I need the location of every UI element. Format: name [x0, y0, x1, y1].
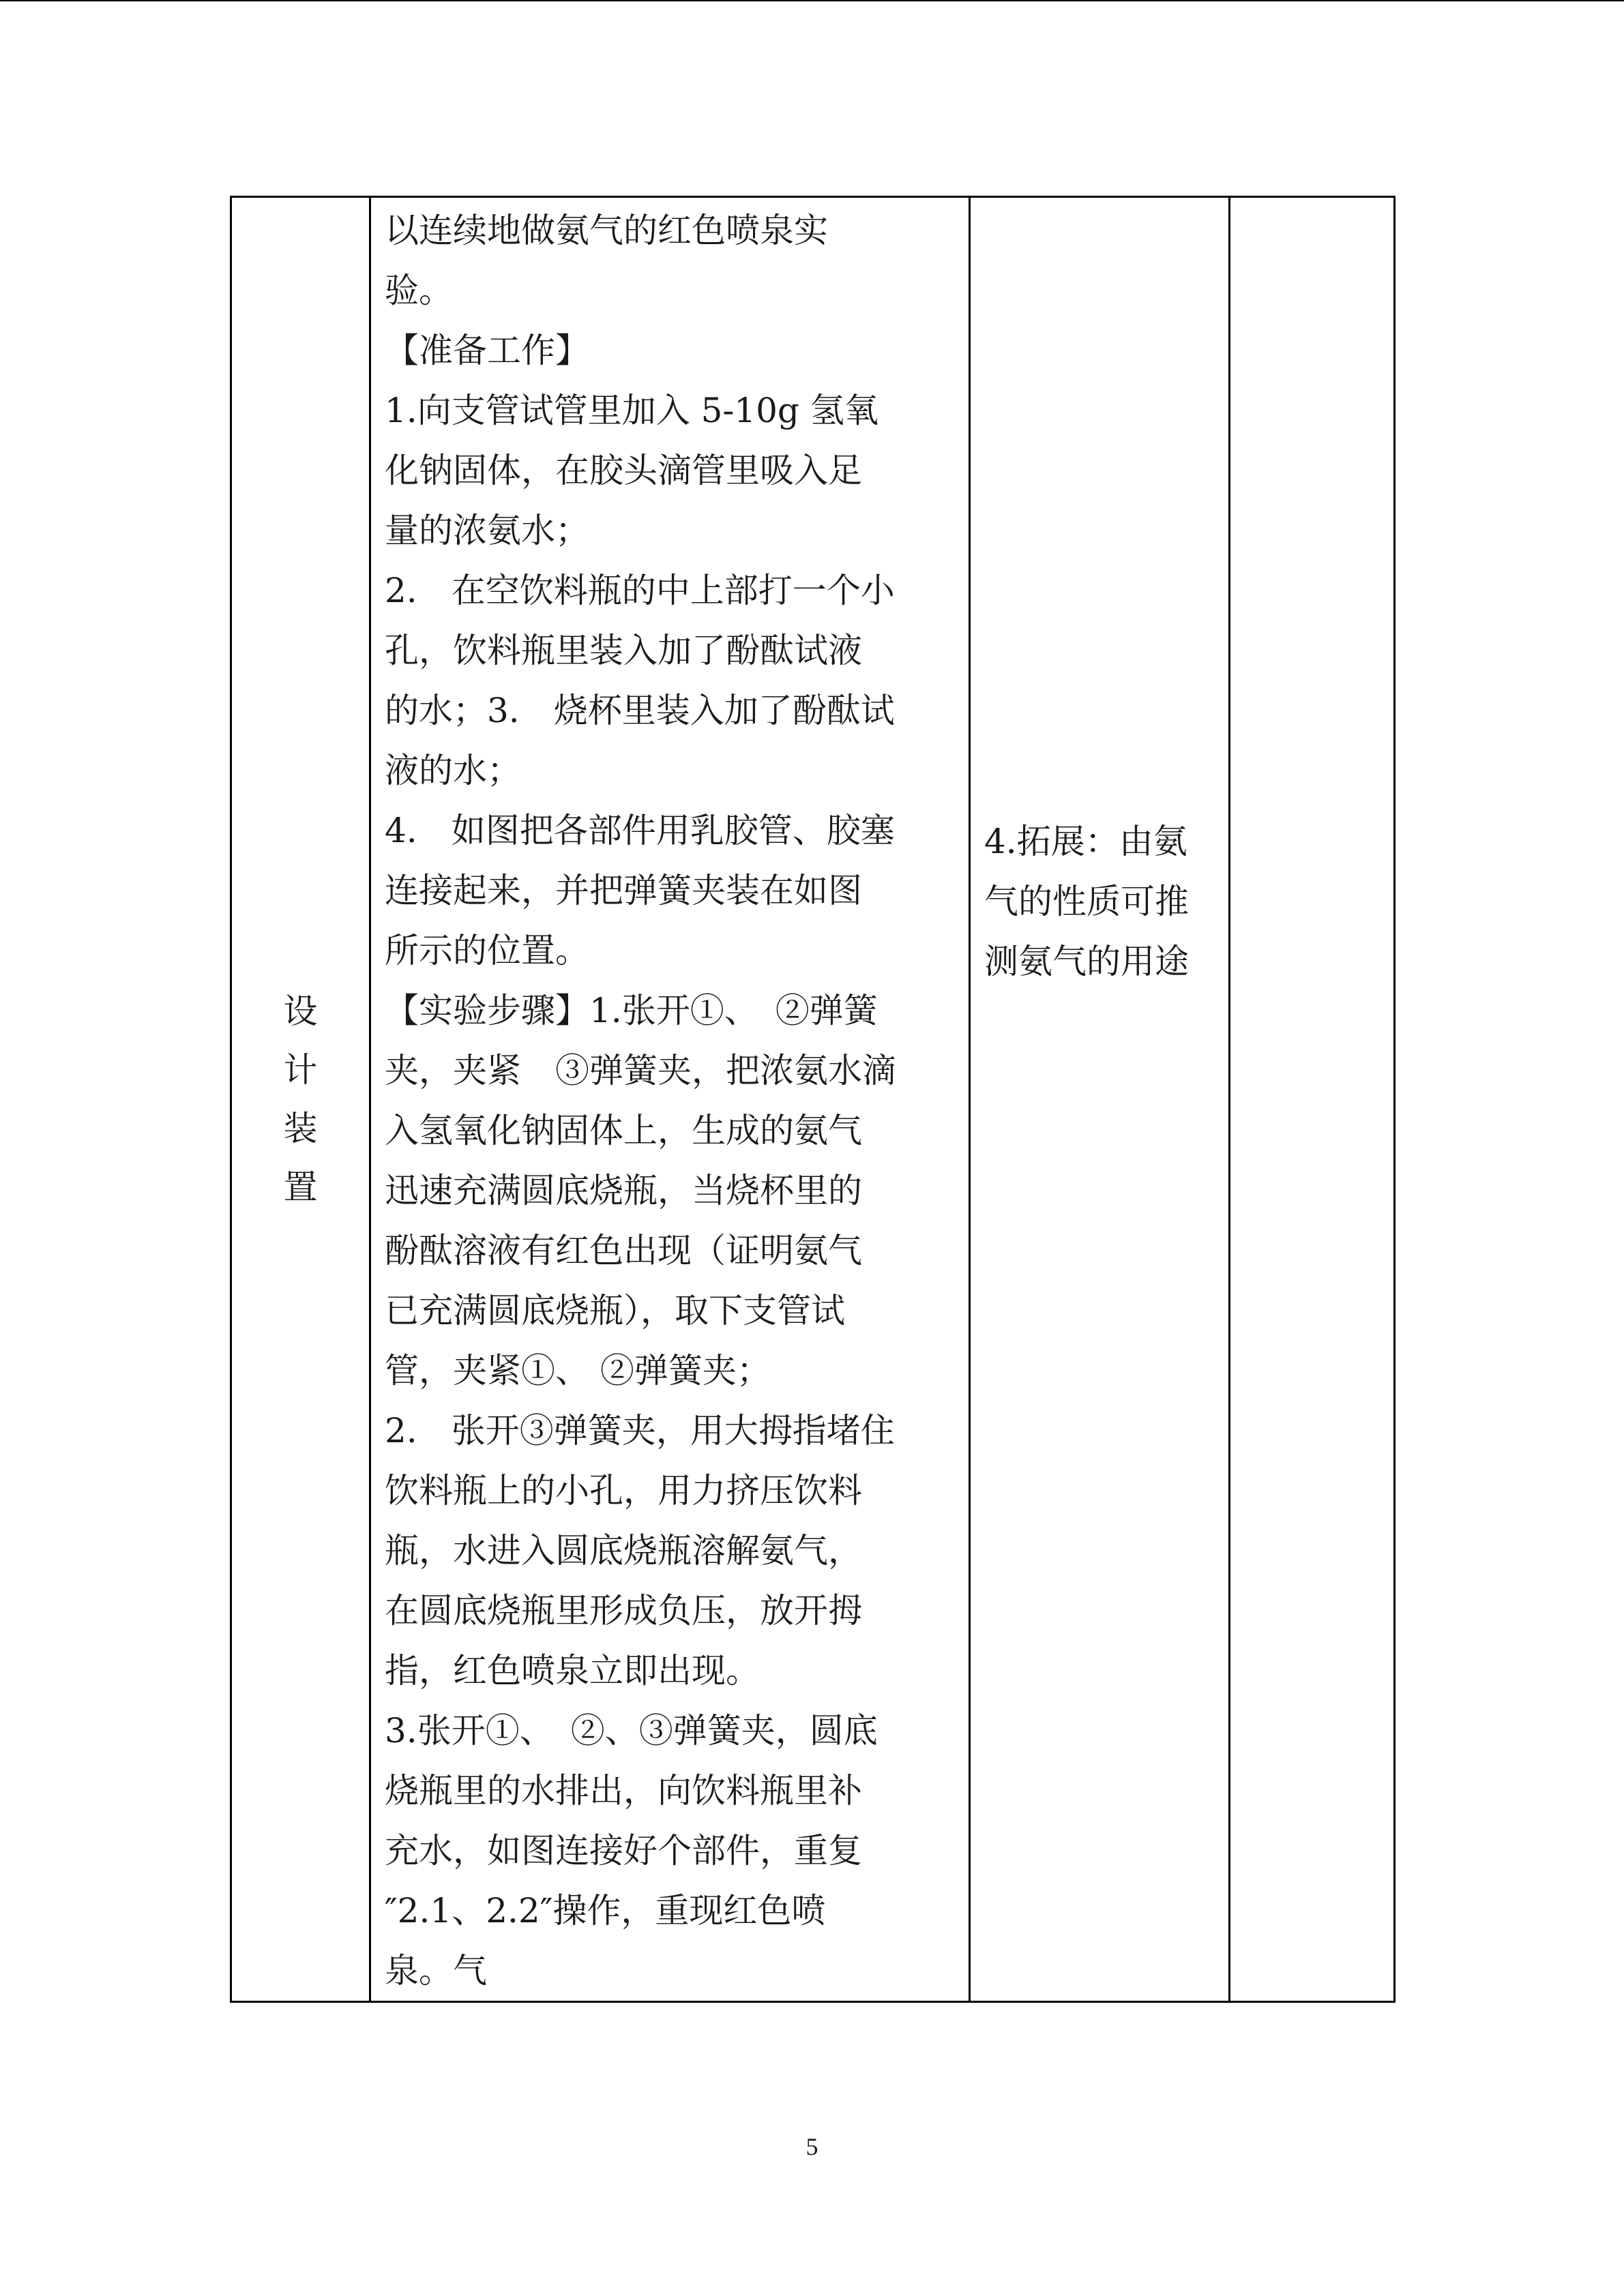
procedure-line: 在圆底烧瓶里形成负压，放开拇	[385, 1591, 862, 1630]
procedure-line: 夹，夹紧 ③弹簧夹，把浓氨水滴	[385, 1051, 896, 1090]
top-border-line	[0, 0, 1624, 1]
procedure-line: 指，红色喷泉立即出现。	[385, 1651, 760, 1690]
procedure-line: 饮料瓶上的小孔，用力挤压饮料	[385, 1471, 862, 1510]
procedure-line: 【实验步骤】1.张开①、 ②弹簧	[385, 991, 878, 1030]
procedure-line: 酚酞溶液有红色出现（证明氨气	[385, 1231, 862, 1270]
procedure-line: 泉。气	[385, 1951, 487, 1991]
note-line: 气的性质可推	[984, 882, 1189, 921]
procedure-line: 管，夹紧①、 ②弹簧夹；	[385, 1351, 771, 1390]
procedure-line: 2. 张开③弹簧夹，用大拇指堵住	[385, 1411, 895, 1450]
page-number: 5	[806, 2133, 818, 2160]
table-row	[231, 197, 1395, 2002]
procedure-line: 验。	[385, 271, 453, 310]
section-label-char: 置	[283, 1167, 318, 1207]
procedure-line: ″2.1、2.2″操作，重现红色喷	[385, 1891, 826, 1930]
procedure-line: 液的水；	[385, 751, 521, 790]
procedure-line: 化钠固体，在胶头滴管里吸入足	[385, 451, 862, 490]
section-label-char: 计	[283, 1050, 318, 1090]
section-label-char: 设	[283, 992, 318, 1031]
procedure-line: 孔，饮料瓶里装入加了酚酞试液	[385, 631, 862, 670]
procedure-line: 入氢氧化钠固体上，生成的氨气	[385, 1111, 862, 1150]
empty-remarks-cell	[1230, 197, 1395, 2002]
note-line: 测氨气的用途	[984, 942, 1189, 981]
lesson-plan-table	[230, 196, 1396, 2003]
procedure-content-cell	[370, 197, 970, 2002]
section-label-char: 装	[283, 1109, 318, 1148]
note-line: 4.拓展：由氨	[984, 822, 1187, 861]
procedure-line: 迅速充满圆底烧瓶，当烧杯里的	[385, 1171, 862, 1210]
procedure-line: 量的浓氨水；	[385, 511, 589, 550]
procedure-line: 连接起来，并把弹簧夹装在如图	[385, 871, 862, 910]
procedure-line: 【准备工作】	[385, 331, 589, 370]
procedure-line: 1.向支管试管里加入 5-10g 氢氧	[385, 391, 879, 430]
note-spacer	[984, 198, 1228, 811]
procedure-line: 以连续地做氨气的红色喷泉实	[385, 211, 828, 250]
procedure-line: 充水，如图连接好个部件，重复	[385, 1831, 862, 1870]
procedure-line: 3.张开①、 ②、③弹簧夹，圆底	[385, 1711, 878, 1750]
procedure-line: 已充满圆底烧瓶），取下支管试	[385, 1291, 845, 1330]
procedure-line: 烧瓶里的水排出，向饮料瓶里补	[385, 1771, 862, 1810]
procedure-line: 4. 如图把各部件用乳胶管、胶塞	[385, 811, 895, 850]
section-label-cell	[231, 197, 370, 2002]
procedure-line: 所示的位置。	[385, 931, 589, 970]
procedure-line: 的水；3. 烧杯里装入加了酚酞试	[385, 691, 895, 730]
procedure-line: 2. 在空饮料瓶的中上部打一个小	[385, 571, 895, 610]
extension-note-cell	[970, 197, 1230, 2002]
procedure-line: 瓶，水进入圆底烧瓶溶解氨气，	[385, 1531, 862, 1570]
